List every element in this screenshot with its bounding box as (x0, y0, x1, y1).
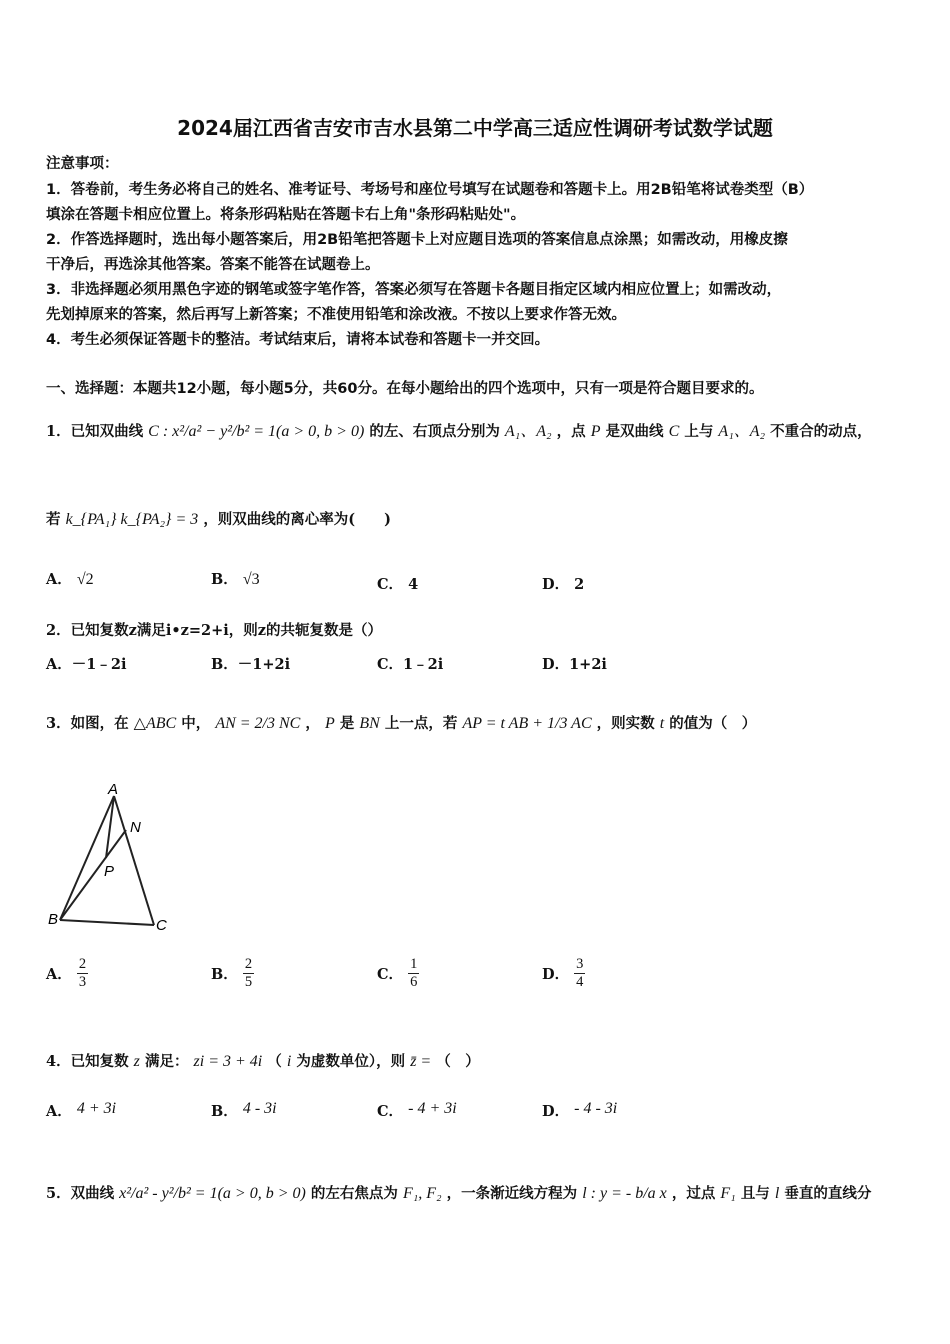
q3-equation-2: AP = t AB + 1/3 AC (462, 715, 592, 732)
q4-variable-z: z (133, 1053, 140, 1070)
q3-point-p: P (324, 715, 335, 732)
q1-text-4: 上与 (684, 423, 714, 440)
q1-condition: k_{PA₁} k_{PA₂} = 3 (65, 511, 199, 528)
page-title: 2024届江西省吉安市吉水县第二中学高三适应性调研考试数学试题 (177, 116, 773, 140)
q5-suffix: 垂直的直线分 (784, 1185, 872, 1202)
question-5 (46, 1182, 871, 1203)
q3-text-3: 是 (339, 715, 355, 732)
q2-option-b[interactable]: B．－1+2i (211, 656, 291, 673)
q3-text-2: ， (305, 715, 320, 732)
q1-text-5: 不重合的动点， (770, 423, 872, 440)
q3-option-b-fraction: $\frac{2}{5}$ (244, 956, 253, 990)
q4-suffix: （ ） (436, 1053, 480, 1070)
notice-line-2: 填涂在答题卡相应位置上。将条形码粘贴在答题卡右上角"条形码粘贴处"。 (46, 207, 526, 223)
q4-text-3: 为虚数单位），则 (296, 1053, 406, 1070)
q3-triangle: △ABC (133, 715, 177, 732)
q1-line2-suffix: ，则双曲线的离心率为( ) (203, 511, 392, 528)
q1-option-a[interactable]: A． √2 (46, 571, 94, 588)
q1-option-c[interactable]: C． 4 (377, 576, 419, 593)
q4-option-a[interactable]: A． 4 + 3i (46, 1100, 117, 1120)
q5-focus-f1: F₁ (720, 1185, 736, 1202)
question-2: 2．已知复数z满足i•z=2+i，则z的共轭复数是（） (46, 622, 382, 639)
question-1-line-2 (46, 508, 391, 529)
q5-prefix: 5．双曲线 (46, 1185, 115, 1202)
notice-heading: 注意事项： (46, 156, 119, 172)
q1-equation: C : x²/a² − y²/b² = 1(a > 0, b > 0) (148, 423, 365, 440)
q3-segment-bn: BN (359, 715, 380, 732)
notice-line-6: 先划掉原来的答案，然后再写上新答案；不准使用铅笔和涂改液。不按以上要求作答无效。 (46, 307, 626, 323)
q3-option-c[interactable]: C． $\frac{1}{6}$ (377, 956, 418, 990)
q5-text-3: ，过点 (671, 1185, 716, 1202)
figure-label-c: C (156, 917, 167, 934)
q3-text-4: 上一点，若 (384, 715, 458, 732)
q1-text-1: 的左、右顶点分别为 (369, 423, 500, 440)
q5-equation: x²/a² - y²/b² = 1(a > 0, b > 0) (119, 1185, 306, 1202)
q2-option-c[interactable]: C．1﹣2i (377, 656, 444, 673)
q1-point-p: P (590, 423, 601, 440)
q3-option-c-fraction: $\frac{1}{6}$ (410, 956, 418, 990)
q3-option-b[interactable]: B． $\frac{2}{5}$ (211, 956, 253, 990)
q4-prefix: 4．已知复数 (46, 1053, 129, 1070)
q3-option-d-fraction: $\frac{3}{4}$ (576, 956, 584, 990)
question-3 (46, 712, 756, 733)
q1-text-3: 是双曲线 (605, 423, 664, 440)
q2-option-a[interactable]: A．－1﹣2i (46, 656, 127, 673)
q4-imag-unit: i (286, 1053, 292, 1070)
figure-label-b: B (48, 911, 59, 928)
figure-label-n: N (130, 819, 141, 836)
q3-suffix: 的值为（ ） (669, 715, 757, 732)
q1-text-2: ，点 (556, 423, 586, 440)
q5-foci: F₁, F₂ (402, 1185, 442, 1202)
q3-text-1: 中， (181, 715, 211, 732)
question-1 (46, 418, 872, 441)
notice-line-5: 3．非选择题必须用黑色字迹的钢笔或签字笔作答，答案必须写在答题卡各题目指定区域内相应位置上；如需改动， (46, 282, 782, 298)
q3-option-a-fraction: $\frac{2}{3}$ (78, 956, 87, 990)
q1-line2-prefix: 若 (46, 511, 61, 528)
figure-label-p: P (104, 863, 115, 880)
q4-conjugate: z̄ = (410, 1053, 432, 1070)
question-4 (46, 1050, 480, 1071)
q1-option-d[interactable]: D． 2 (542, 576, 585, 593)
q5-text-2: ，一条渐近线方程为 (446, 1185, 578, 1202)
notice-line-3: 2．作答选择题时，选出每小题答案后，用2B铅笔把答题卡上对应题目选项的答案信息点涂黑；如需改动，用橡皮擦 (46, 232, 788, 248)
notice-line-7: 4．考生必须保证答题卡的整洁。考试结束后，请将本试卷和答题卡一并交回。 (46, 332, 550, 348)
q3-prefix: 3．如图，在 (46, 715, 129, 732)
notice-line-4: 干净后，再选涂其他答案。答案不能答在试题卷上。 (46, 257, 380, 273)
q5-line-l: l (774, 1185, 780, 1202)
q5-text-4: 且与 (740, 1185, 770, 1202)
q4-equation: zi = 3 + 4i (193, 1053, 263, 1070)
q1-option-b[interactable]: B． √3 (211, 571, 260, 588)
q5-asymptote: l : y = - b/a x (582, 1185, 667, 1202)
q3-text-5: ，则实数 (596, 715, 655, 732)
q4-text-1: 满足： (144, 1053, 189, 1070)
figure-label-a: A (108, 781, 119, 798)
q2-option-d[interactable]: D．1+2i (542, 656, 607, 673)
q1-vertices: A₁、A₂ (504, 423, 552, 440)
q3-variable-t: t (659, 715, 665, 732)
q4-option-c[interactable]: C． - 4 + 3i (377, 1100, 457, 1120)
q5-text-1: 的左右焦点为 (310, 1185, 398, 1202)
triangle-figure (46, 778, 186, 938)
q4-option-d[interactable]: D． - 4 - 3i (542, 1100, 618, 1120)
section-heading: 一、选择题：本题共12小题，每小题5分，共60分。在每小题给出的四个选项中，只有一项是符合题目要求的。 (46, 381, 764, 397)
q4-option-b[interactable]: B． 4 - 3i (211, 1100, 277, 1120)
q4-text-2: （ (267, 1053, 282, 1070)
notice-line-1: 1．答卷前，考生务必将自己的姓名、准考证号、考场号和座位号填写在试题卷和答题卡上。用2B铅笔将试卷类型（B） (46, 182, 814, 198)
q3-equation-1: AN = 2/3 NC (215, 715, 301, 732)
q3-option-a[interactable]: A． $\frac{2}{3}$ (46, 956, 87, 990)
q3-option-d[interactable]: D． $\frac{3}{4}$ (542, 956, 584, 990)
q1-vertices-2: A₁、A₂ (718, 423, 766, 440)
q1-prefix: 1．已知双曲线 (46, 423, 144, 440)
q1-curve-c: C (668, 423, 680, 440)
